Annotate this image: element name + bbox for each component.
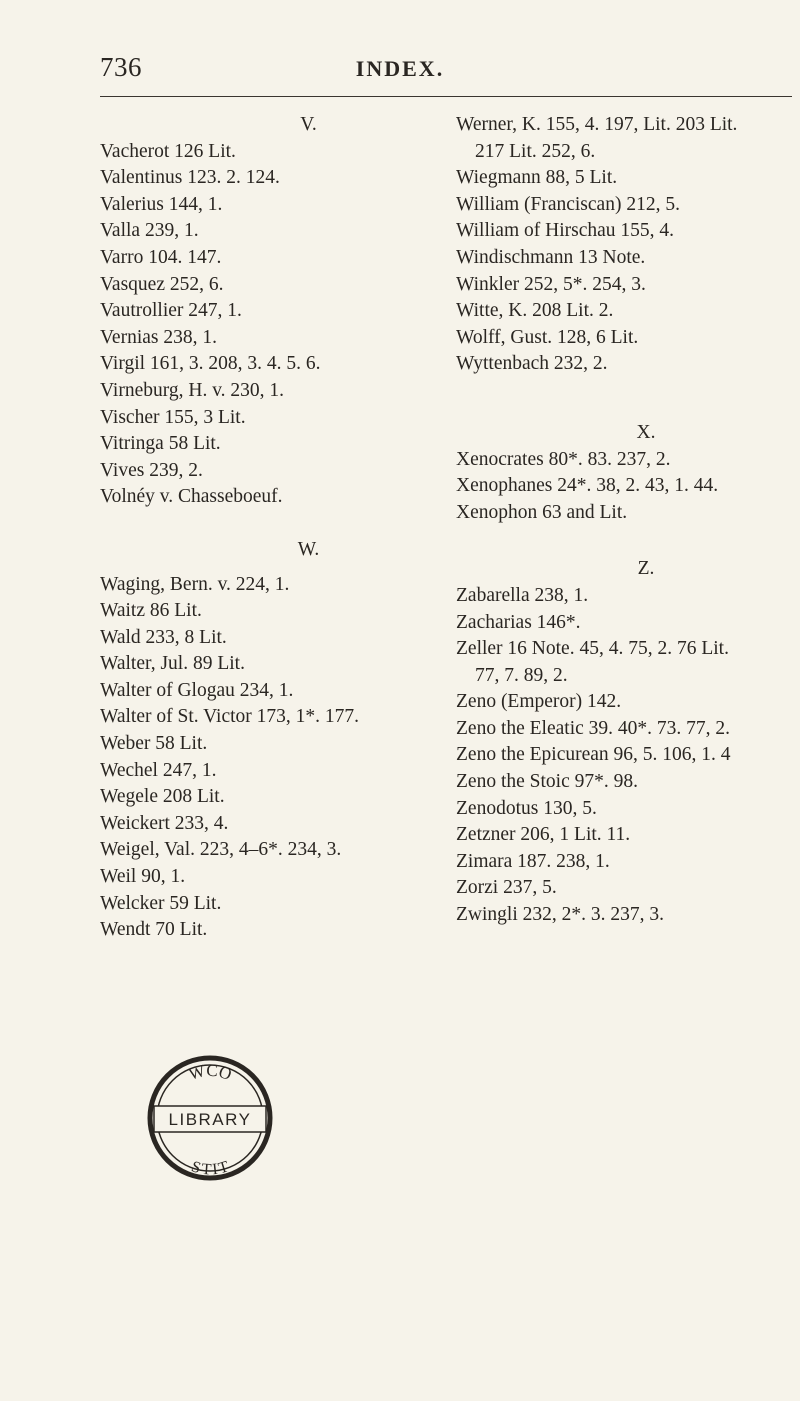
index-entry: Zacharias 146*.	[456, 611, 581, 633]
index-entry: Waging, Bern. v. 224, 1.	[100, 573, 290, 595]
section-gap	[456, 526, 796, 556]
index-entry: Weil 90, 1.	[100, 866, 186, 888]
index-entry: Xenophon 63 and Lit.	[456, 501, 628, 523]
index-entry: Wiegmann 88, 5 Lit.	[456, 167, 618, 189]
index-entry: Wendt 70 Lit.	[100, 919, 208, 941]
library-stamp	[146, 1054, 274, 1182]
index-entry: Valerius 144, 1.	[100, 193, 223, 215]
library-stamp-seal	[146, 1054, 274, 1182]
index-entry: Zabarella 238, 1.	[456, 584, 589, 606]
stamp-bottom-text: STIT	[189, 1158, 231, 1179]
index-entry: Vernias 238, 1.	[100, 326, 217, 348]
running-title: INDEX.	[355, 56, 445, 81]
section-gap	[100, 511, 445, 537]
index-entry: Varro 104. 147.	[100, 246, 222, 268]
index-entry: Walter, Jul. 89 Lit.	[100, 653, 245, 675]
index-entry: Zeno the Stoic 97*. 98.	[456, 771, 638, 793]
header-rule	[100, 96, 792, 97]
index-entry: Xenophanes 24*. 38, 2. 43, 1. 44.	[456, 475, 719, 497]
section-letter-x: X.	[636, 421, 656, 443]
index-entry: Wegele 208 Lit.	[100, 786, 225, 808]
index-entry: Zwingli 232, 2*. 3. 237, 3.	[456, 904, 664, 926]
index-entry: Winkler 252, 5*. 254, 3.	[456, 273, 646, 295]
index-entry: Waitz 86 Lit.	[100, 600, 202, 622]
index-entry: William (Franciscan) 212, 5.	[456, 193, 680, 215]
index-entry: Walter of Glogau 234, 1.	[100, 679, 294, 701]
index-entry: Wechel 247, 1.	[100, 759, 217, 781]
index-entry: Weickert 233, 4.	[100, 812, 229, 834]
index-entry: Vitringa 58 Lit.	[100, 433, 221, 455]
index-entry: Windischmann 13 Note.	[456, 246, 646, 268]
index-entry: Xenocrates 80*. 83. 237, 2.	[456, 448, 671, 470]
stamp-top-text: WCO	[186, 1060, 235, 1084]
page-header	[0, 50, 800, 90]
section-gap	[456, 378, 796, 420]
index-entry: Wald 233, 8 Lit.	[100, 626, 227, 648]
left-column	[100, 112, 445, 944]
index-entry-continuation: 77, 7. 89, 2.	[475, 664, 568, 686]
section-letter-v: V.	[300, 114, 317, 135]
stamp-center-text: LIBRARY	[168, 1110, 252, 1129]
index-entry: Weber 58 Lit.	[100, 733, 208, 755]
section-gap	[100, 564, 445, 572]
index-entry: Vives 239, 2.	[100, 459, 203, 481]
index-entry: Volnéy v. Chasseboeuf.	[100, 486, 283, 508]
index-entry: Valla 239, 1.	[100, 220, 199, 242]
index-entry: Vautrollier 247, 1.	[100, 300, 242, 322]
right-column	[456, 112, 796, 929]
index-entry: Vacherot 126 Lit.	[100, 140, 236, 162]
index-entry: Virneburg, H. v. 230, 1.	[100, 379, 285, 401]
index-entry: Wyttenbach 232, 2.	[456, 353, 608, 375]
index-entry: Welcker 59 Lit.	[100, 892, 222, 914]
index-entry: Zetzner 206, 1 Lit. 11.	[456, 824, 631, 846]
index-entry: Zeller 16 Note. 45, 4. 75, 2. 76 Lit.	[456, 638, 729, 660]
index-entry: Werner, K. 155, 4. 197, Lit. 203 Lit.	[456, 114, 738, 135]
index-entry-continuation: 217 Lit. 252, 6.	[475, 140, 596, 162]
index-entry: Vasquez 252, 6.	[100, 273, 224, 295]
page-number: 736	[100, 52, 142, 82]
index-entry: Virgil 161, 3. 208, 3. 4. 5. 6.	[100, 353, 321, 375]
index-entry: Zeno (Emperor) 142.	[456, 691, 622, 713]
index-entry: William of Hirschau 155, 4.	[456, 220, 675, 242]
index-entry: Weigel, Val. 223, 4–6*. 234, 3.	[100, 839, 342, 861]
index-entry: Zeno the Epicurean 96, 5. 106, 1. 4	[456, 744, 731, 766]
section-letter-w: W.	[297, 538, 320, 560]
index-entry: Valentinus 123. 2. 124.	[100, 167, 280, 189]
index-entry: Zenodotus 130, 5.	[456, 797, 597, 819]
index-entry: Vischer 155, 3 Lit.	[100, 406, 246, 428]
index-entry: Walter of St. Victor 173, 1*. 177.	[100, 706, 360, 728]
section-letter-z: Z.	[637, 558, 655, 580]
index-entry: Zorzi 237, 5.	[456, 877, 557, 899]
index-entry: Zimara 187. 238, 1.	[456, 850, 610, 872]
index-entry: Witte, K. 208 Lit. 2.	[456, 300, 614, 322]
index-entry: Zeno the Eleatic 39. 40*. 73. 77, 2.	[456, 717, 731, 739]
index-entry: Wolff, Gust. 128, 6 Lit.	[456, 326, 639, 348]
